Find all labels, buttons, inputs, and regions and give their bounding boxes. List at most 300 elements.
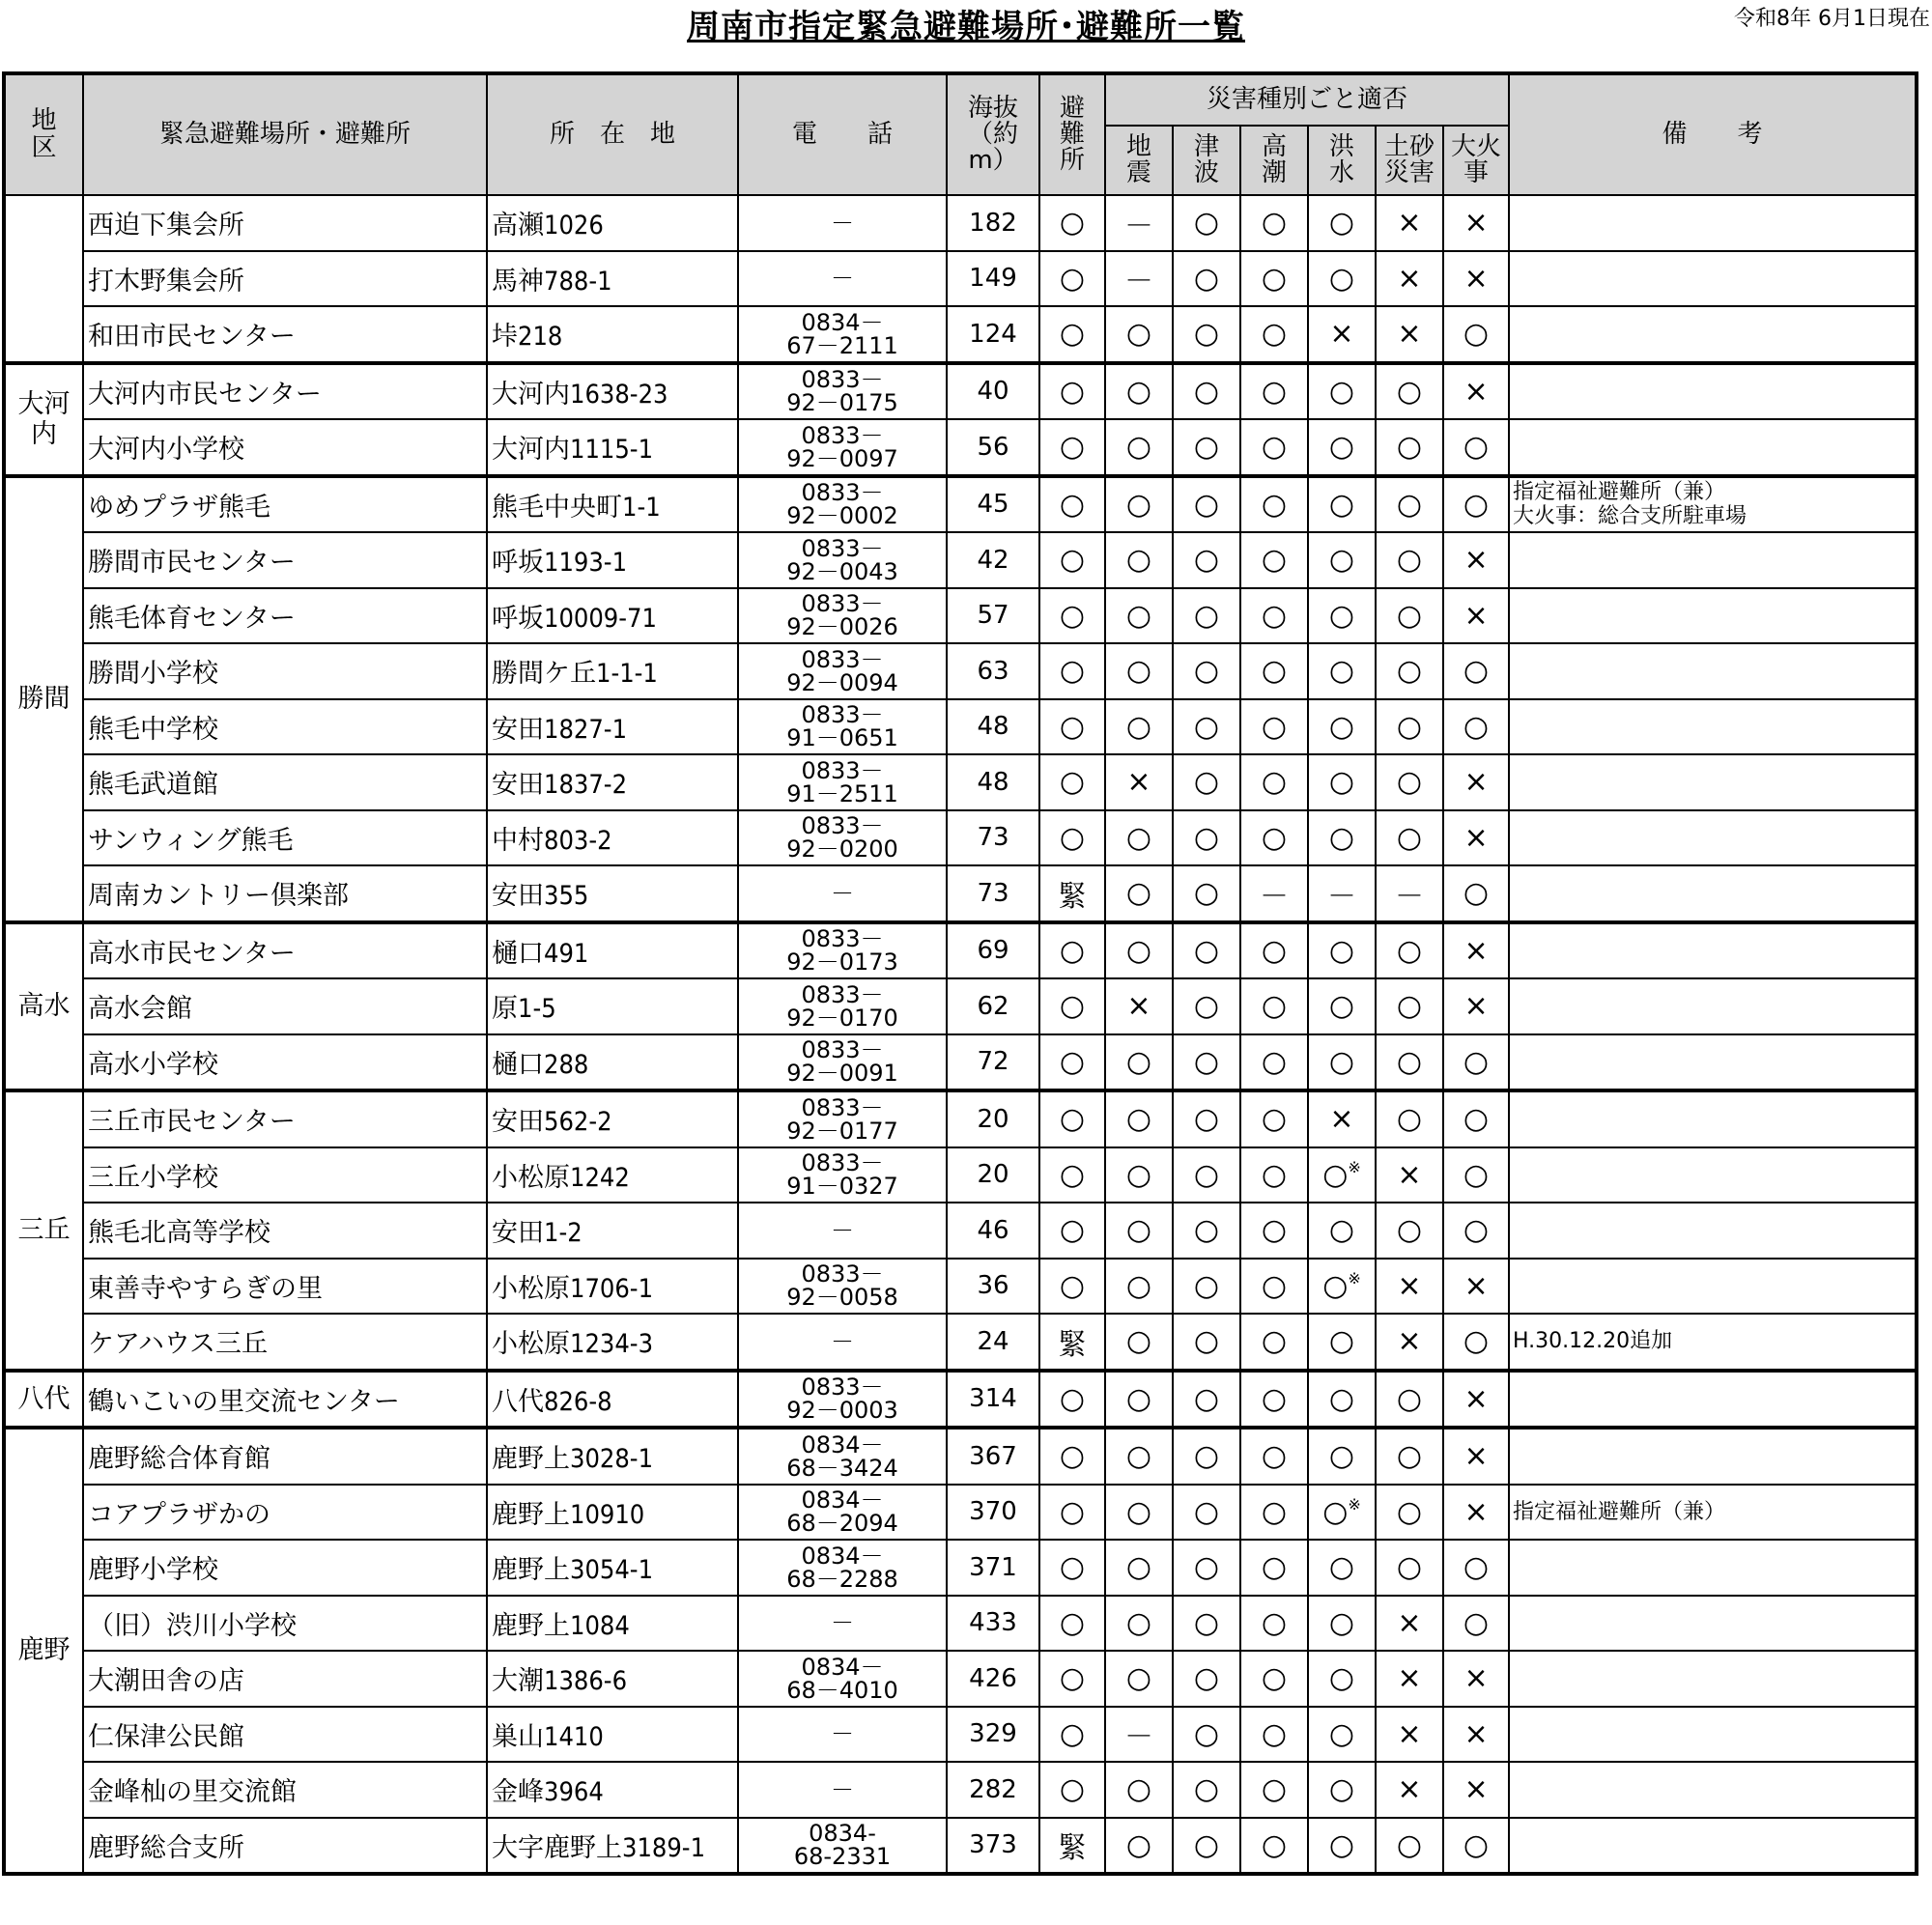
shelter-altitude: 48 [947, 754, 1039, 810]
landslide-mark: ○ [1376, 978, 1443, 1034]
shelter-phone: 0833－ 92－0175 [738, 363, 947, 420]
shelter-phone: 0833－ 92－0058 [738, 1259, 947, 1315]
shelter-phone: 0833－ 92－0170 [738, 978, 947, 1034]
shelter-name: 高水小学校 [83, 1034, 487, 1091]
storm-surge-mark: ○ [1240, 1314, 1308, 1371]
shelter-altitude: 72 [947, 1034, 1039, 1091]
shelter-phone: 0833－ 91－0651 [738, 699, 947, 755]
tsunami-mark: ○ [1173, 476, 1240, 533]
shelter-address: 安田1827-1 [487, 699, 738, 755]
shelter-phone: 0834－ 68－3424 [738, 1428, 947, 1485]
large-fire-mark: × [1443, 1762, 1509, 1818]
flood-mark: ○ [1308, 1651, 1376, 1707]
remarks-cell [1509, 1596, 1917, 1652]
large-fire-mark: × [1443, 195, 1509, 251]
evacuation-mark: ○ [1039, 306, 1105, 363]
shelter-name: 勝間小学校 [83, 643, 487, 699]
remarks-cell [1509, 1203, 1917, 1259]
storm-surge-mark: ○ [1240, 588, 1308, 644]
landslide-mark: ○ [1376, 1371, 1443, 1429]
tsunami-mark: ○ [1173, 1371, 1240, 1429]
earthquake-mark: ○ [1105, 1259, 1173, 1315]
earthquake-mark: ○ [1105, 643, 1173, 699]
earthquake-mark: × [1105, 754, 1173, 810]
landslide-mark: ○ [1376, 588, 1443, 644]
landslide-mark: ○ [1376, 1540, 1443, 1596]
evacuation-mark: ○ [1039, 643, 1105, 699]
landslide-mark: ○ [1376, 476, 1443, 533]
earthquake-mark: ○ [1105, 1651, 1173, 1707]
tsunami-mark: ○ [1173, 251, 1240, 307]
landslide-mark: ○ [1376, 419, 1443, 476]
tsunami-mark: ○ [1173, 363, 1240, 420]
remarks-cell [1509, 1762, 1917, 1818]
header-remarks: 備 考 [1509, 73, 1917, 195]
remarks-cell [1509, 588, 1917, 644]
earthquake-mark: － [1105, 1707, 1173, 1763]
large-fire-mark: ○ [1443, 1090, 1509, 1147]
shelter-address: 呼坂1193-1 [487, 532, 738, 588]
landslide-mark: ○ [1376, 1203, 1443, 1259]
evacuation-mark: ○ [1039, 1259, 1105, 1315]
shelter-address: 小松原1242 [487, 1147, 738, 1203]
shelter-address: 原1-5 [487, 978, 738, 1034]
landslide-mark: ○ [1376, 532, 1443, 588]
earthquake-mark: ○ [1105, 1314, 1173, 1371]
table-row [4, 1203, 1917, 1259]
flood-mark: － [1308, 865, 1376, 922]
tsunami-mark: ○ [1173, 532, 1240, 588]
evacuation-mark: ○ [1039, 978, 1105, 1034]
shelter-name: 仁保津公民館 [83, 1707, 487, 1763]
landslide-mark: × [1376, 251, 1443, 307]
tsunami-mark: ○ [1173, 699, 1240, 755]
remarks-cell [1509, 865, 1917, 922]
earthquake-mark: ○ [1105, 532, 1173, 588]
storm-surge-mark: ○ [1240, 1203, 1308, 1259]
remarks-cell: H.30.12.20追加 [1509, 1314, 1917, 1371]
shelter-address: 鹿野上1084 [487, 1596, 738, 1652]
flood-mark: ○ [1308, 363, 1376, 420]
header-evacuation: 避 難 所 [1039, 73, 1105, 195]
flood-mark: ○ [1308, 1034, 1376, 1091]
flood-mark: ○ [1308, 251, 1376, 307]
shelter-name: 大河内市民センター [83, 363, 487, 420]
evacuation-mark: ○ [1039, 1203, 1105, 1259]
header-disaster-group: 災害種別ごと適否 [1105, 73, 1509, 126]
evacuation-mark: ○ [1039, 1540, 1105, 1596]
landslide-mark: ○ [1376, 1428, 1443, 1485]
shelter-phone: 0833－ 92－0091 [738, 1034, 947, 1091]
earthquake-mark: ○ [1105, 1090, 1173, 1147]
earthquake-mark: × [1105, 978, 1173, 1034]
storm-surge-mark: ○ [1240, 1034, 1308, 1091]
shelter-phone: 0833－ 92－0043 [738, 532, 947, 588]
large-fire-mark: ○ [1443, 476, 1509, 533]
flood-mark: × [1308, 306, 1376, 363]
shelter-phone: 0833－ 91－2511 [738, 754, 947, 810]
storm-surge-mark: ○ [1240, 1818, 1308, 1875]
remarks-cell: 指定福祉避難所（兼） 大火事：総合支所駐車場 [1509, 476, 1917, 533]
remarks-cell [1509, 978, 1917, 1034]
large-fire-mark: × [1443, 1371, 1509, 1429]
flood-mark: ○ [1308, 532, 1376, 588]
table-row [4, 363, 1917, 420]
landslide-mark: ○ [1376, 1034, 1443, 1091]
flood-mark: ○ [1308, 1540, 1376, 1596]
evacuation-mark: 緊 [1039, 1818, 1105, 1875]
landslide-mark: ○ [1376, 922, 1443, 979]
earthquake-mark: － [1105, 195, 1173, 251]
shelter-phone: 0833－ 92－0177 [738, 1090, 947, 1147]
evacuation-mark: ○ [1039, 1707, 1105, 1763]
shelter-name: ゆめプラザ熊毛 [83, 476, 487, 533]
flood-mark: ○ [1308, 1371, 1376, 1429]
shelter-phone: 0834－ 68－2288 [738, 1540, 947, 1596]
shelter-altitude: 314 [947, 1371, 1039, 1429]
shelter-name: 高水市民センター [83, 922, 487, 979]
tsunami-mark: ○ [1173, 1259, 1240, 1315]
tsunami-mark: ○ [1173, 419, 1240, 476]
header-tsunami: 津 波 [1173, 126, 1240, 195]
shelter-address: 大河内1115-1 [487, 419, 738, 476]
header-landslide: 土砂 災害 [1376, 126, 1443, 195]
earthquake-mark: ○ [1105, 1596, 1173, 1652]
evacuation-mark: ○ [1039, 922, 1105, 979]
shelter-name: 熊毛武道館 [83, 754, 487, 810]
tsunami-mark: ○ [1173, 1485, 1240, 1541]
storm-surge-mark: ○ [1240, 1259, 1308, 1315]
evacuation-mark: ○ [1039, 588, 1105, 644]
flood-mark: ○※ [1308, 1147, 1376, 1203]
tsunami-mark: ○ [1173, 810, 1240, 866]
tsunami-mark: ○ [1173, 1147, 1240, 1203]
storm-surge-mark: ○ [1240, 978, 1308, 1034]
evacuation-mark: ○ [1039, 1147, 1105, 1203]
storm-surge-mark: ○ [1240, 754, 1308, 810]
shelter-name: サンウィング熊毛 [83, 810, 487, 866]
table-row [4, 1540, 1917, 1596]
district-cell [4, 195, 83, 363]
landslide-mark: ○ [1376, 1818, 1443, 1875]
landslide-mark: ○ [1376, 699, 1443, 755]
remarks-cell [1509, 1707, 1917, 1763]
shelter-address: 熊毛中央町1-1 [487, 476, 738, 533]
table-row [4, 476, 1917, 533]
storm-surge-mark: ○ [1240, 1090, 1308, 1147]
shelter-altitude: 40 [947, 363, 1039, 420]
flood-mark: ○ [1308, 195, 1376, 251]
shelter-name: 鹿野小学校 [83, 1540, 487, 1596]
tsunami-mark: ○ [1173, 1596, 1240, 1652]
large-fire-mark: ○ [1443, 1147, 1509, 1203]
shelter-altitude: 329 [947, 1707, 1039, 1763]
remarks-cell [1509, 363, 1917, 420]
tsunami-mark: ○ [1173, 1203, 1240, 1259]
shelter-altitude: 42 [947, 532, 1039, 588]
header-earthquake: 地 震 [1105, 126, 1173, 195]
shelter-altitude: 24 [947, 1314, 1039, 1371]
table-row [4, 865, 1917, 922]
remarks-cell: 指定福祉避難所（兼） [1509, 1485, 1917, 1541]
shelter-altitude: 48 [947, 699, 1039, 755]
remarks-cell [1509, 1371, 1917, 1429]
tsunami-mark: ○ [1173, 1818, 1240, 1875]
evacuation-mark: ○ [1039, 810, 1105, 866]
large-fire-mark: ○ [1443, 306, 1509, 363]
storm-surge-mark: ○ [1240, 1707, 1308, 1763]
large-fire-mark: × [1443, 363, 1509, 420]
storm-surge-mark: ○ [1240, 419, 1308, 476]
note-marker: ※ [1348, 1494, 1361, 1514]
large-fire-mark: × [1443, 1707, 1509, 1763]
evacuation-mark: ○ [1039, 1485, 1105, 1541]
flood-mark: ○ [1308, 699, 1376, 755]
landslide-mark: ○ [1376, 754, 1443, 810]
shelter-name: 鹿野総合体育館 [83, 1428, 487, 1485]
large-fire-mark: × [1443, 532, 1509, 588]
tsunami-mark: ○ [1173, 1428, 1240, 1485]
shelter-altitude: 45 [947, 476, 1039, 533]
earthquake-mark: ○ [1105, 306, 1173, 363]
tsunami-mark: ○ [1173, 1651, 1240, 1707]
tsunami-mark: ○ [1173, 978, 1240, 1034]
table-row [4, 699, 1917, 755]
shelter-address: 中村803-2 [487, 810, 738, 866]
large-fire-mark: × [1443, 754, 1509, 810]
tsunami-mark: ○ [1173, 588, 1240, 644]
landslide-mark: × [1376, 1651, 1443, 1707]
shelter-name: 周南カントリー倶楽部 [83, 865, 487, 922]
table-row [4, 978, 1917, 1034]
landslide-mark: × [1376, 1762, 1443, 1818]
district-cell: 鹿野 [4, 1428, 83, 1874]
tsunami-mark: ○ [1173, 754, 1240, 810]
earthquake-mark: ○ [1105, 1203, 1173, 1259]
remarks-cell [1509, 1818, 1917, 1875]
large-fire-mark: × [1443, 1428, 1509, 1485]
large-fire-mark: × [1443, 810, 1509, 866]
earthquake-mark: ○ [1105, 363, 1173, 420]
shelter-address: 大潮1386-6 [487, 1651, 738, 1707]
remarks-cell [1509, 1147, 1917, 1203]
shelter-phone: 0833－ 92－0026 [738, 588, 947, 644]
flood-mark: × [1308, 1090, 1376, 1147]
landslide-mark: ○ [1376, 643, 1443, 699]
header-district: 地 区 [4, 73, 83, 195]
shelter-altitude: 20 [947, 1147, 1039, 1203]
flood-mark: ○ [1308, 1203, 1376, 1259]
evacuation-mark: ○ [1039, 419, 1105, 476]
tsunami-mark: ○ [1173, 1707, 1240, 1763]
shelter-name: 金峰杣の里交流館 [83, 1762, 487, 1818]
evacuation-mark: 緊 [1039, 865, 1105, 922]
earthquake-mark: ○ [1105, 1540, 1173, 1596]
district-cell: 八代 [4, 1371, 83, 1429]
shelter-phone: － [738, 1314, 947, 1371]
shelter-name: 熊毛中学校 [83, 699, 487, 755]
large-fire-mark: × [1443, 1651, 1509, 1707]
landslide-mark: ○ [1376, 810, 1443, 866]
evacuation-mark: ○ [1039, 1090, 1105, 1147]
remarks-cell [1509, 699, 1917, 755]
large-fire-mark: ○ [1443, 1540, 1509, 1596]
shelter-address: 鹿野上3028-1 [487, 1428, 738, 1485]
header-address: 所 在 地 [487, 73, 738, 195]
earthquake-mark: － [1105, 251, 1173, 307]
storm-surge-mark: ○ [1240, 1428, 1308, 1485]
flood-mark: ○※ [1308, 1259, 1376, 1315]
shelter-address: 垰218 [487, 306, 738, 363]
flood-mark: ○ [1308, 643, 1376, 699]
shelter-altitude: 433 [947, 1596, 1039, 1652]
large-fire-mark: ○ [1443, 1034, 1509, 1091]
large-fire-mark: ○ [1443, 865, 1509, 922]
earthquake-mark: ○ [1105, 810, 1173, 866]
table-row [4, 251, 1917, 307]
shelter-phone: 0834- 68-2331 [738, 1818, 947, 1875]
evacuation-mark: ○ [1039, 1428, 1105, 1485]
shelter-altitude: 46 [947, 1203, 1039, 1259]
header-storm-surge: 高 潮 [1240, 126, 1308, 195]
remarks-cell [1509, 922, 1917, 979]
storm-surge-mark: ○ [1240, 643, 1308, 699]
district-cell: 大河 内 [4, 363, 83, 476]
shelter-name: 鹿野総合支所 [83, 1818, 487, 1875]
shelter-address: 巣山1410 [487, 1707, 738, 1763]
flood-mark: ○ [1308, 1818, 1376, 1875]
shelter-address: 金峰3964 [487, 1762, 738, 1818]
shelter-altitude: 20 [947, 1090, 1039, 1147]
shelter-phone: － [738, 865, 947, 922]
flood-mark: ○ [1308, 1596, 1376, 1652]
large-fire-mark: ○ [1443, 643, 1509, 699]
shelter-name: 大潮田舎の店 [83, 1651, 487, 1707]
shelter-address: 勝間ケ丘1-1-1 [487, 643, 738, 699]
shelter-phone: 0834－ 67－2111 [738, 306, 947, 363]
shelter-name: 大河内小学校 [83, 419, 487, 476]
shelter-phone: 0833－ 92－0097 [738, 419, 947, 476]
earthquake-mark: ○ [1105, 922, 1173, 979]
shelter-phone: － [738, 1203, 947, 1259]
shelter-name: 熊毛北高等学校 [83, 1203, 487, 1259]
shelter-phone: 0833－ 92－0094 [738, 643, 947, 699]
shelter-phone: 0833－ 92－0200 [738, 810, 947, 866]
earthquake-mark: ○ [1105, 476, 1173, 533]
table-row [4, 1596, 1917, 1652]
shelter-altitude: 73 [947, 865, 1039, 922]
flood-mark: ○※ [1308, 1485, 1376, 1541]
note-marker: ※ [1348, 1268, 1361, 1288]
storm-surge-mark: ○ [1240, 922, 1308, 979]
tsunami-mark: ○ [1173, 1762, 1240, 1818]
tsunami-mark: ○ [1173, 1034, 1240, 1091]
shelter-phone: 0834－ 68－2094 [738, 1485, 947, 1541]
shelter-address: 樋口491 [487, 922, 738, 979]
shelter-address: 鹿野上3054-1 [487, 1540, 738, 1596]
tsunami-mark: ○ [1173, 922, 1240, 979]
shelter-address: 大河内1638-23 [487, 363, 738, 420]
shelter-altitude: 69 [947, 922, 1039, 979]
landslide-mark: ○ [1376, 363, 1443, 420]
shelter-phone: 0833－ 92－0003 [738, 1371, 947, 1429]
table-row [4, 1090, 1917, 1147]
remarks-cell [1509, 810, 1917, 866]
shelter-name: 和田市民センター [83, 306, 487, 363]
earthquake-mark: ○ [1105, 1034, 1173, 1091]
shelter-name: 西迫下集会所 [83, 195, 487, 251]
landslide-mark: ○ [1376, 1485, 1443, 1541]
table-body [4, 195, 1917, 1874]
shelter-address: 安田562-2 [487, 1090, 738, 1147]
tsunami-mark: ○ [1173, 306, 1240, 363]
table-row [4, 306, 1917, 363]
large-fire-mark: ○ [1443, 699, 1509, 755]
shelter-altitude: 57 [947, 588, 1039, 644]
shelter-name: 熊毛体育センター [83, 588, 487, 644]
large-fire-mark: ○ [1443, 419, 1509, 476]
large-fire-mark: ○ [1443, 1596, 1509, 1652]
remarks-cell [1509, 419, 1917, 476]
shelter-phone: － [738, 251, 947, 307]
tsunami-mark: ○ [1173, 1314, 1240, 1371]
table-row [4, 643, 1917, 699]
flood-mark: ○ [1308, 1314, 1376, 1371]
landslide-mark: × [1376, 306, 1443, 363]
earthquake-mark: ○ [1105, 419, 1173, 476]
storm-surge-mark: ○ [1240, 1485, 1308, 1541]
shelter-address: 安田1837-2 [487, 754, 738, 810]
tsunami-mark: ○ [1173, 1090, 1240, 1147]
tsunami-mark: ○ [1173, 643, 1240, 699]
evacuation-mark: ○ [1039, 195, 1105, 251]
remarks-cell [1509, 1090, 1917, 1147]
shelter-address: 鹿野上10910 [487, 1485, 738, 1541]
flood-mark: ○ [1308, 1707, 1376, 1763]
earthquake-mark: ○ [1105, 865, 1173, 922]
shelter-address: 樋口288 [487, 1034, 738, 1091]
earthquake-mark: ○ [1105, 588, 1173, 644]
table-row [4, 1818, 1917, 1875]
flood-mark: ○ [1308, 1762, 1376, 1818]
table-row [4, 1651, 1917, 1707]
remarks-cell [1509, 1034, 1917, 1091]
shelter-altitude: 371 [947, 1540, 1039, 1596]
storm-surge-mark: ○ [1240, 251, 1308, 307]
large-fire-mark: × [1443, 922, 1509, 979]
flood-mark: ○ [1308, 588, 1376, 644]
shelter-altitude: 426 [947, 1651, 1039, 1707]
table-row [4, 1707, 1917, 1763]
shelter-address: 小松原1706-1 [487, 1259, 738, 1315]
storm-surge-mark: ○ [1240, 1762, 1308, 1818]
shelter-name: 打木野集会所 [83, 251, 487, 307]
flood-mark: ○ [1308, 754, 1376, 810]
storm-surge-mark: ○ [1240, 1147, 1308, 1203]
header-phone: 電 話 [738, 73, 947, 195]
remarks-cell [1509, 643, 1917, 699]
table-row [4, 1314, 1917, 1371]
header-altitude: 海抜 （約 m） [947, 73, 1039, 195]
shelter-address: 小松原1234-3 [487, 1314, 738, 1371]
district-cell: 三丘 [4, 1090, 83, 1371]
table-row [4, 1259, 1917, 1315]
remarks-cell [1509, 1259, 1917, 1315]
shelter-altitude: 370 [947, 1485, 1039, 1541]
table-row [4, 1485, 1917, 1541]
shelter-phone: 0834－ 68－4010 [738, 1651, 947, 1707]
evacuation-mark: ○ [1039, 699, 1105, 755]
